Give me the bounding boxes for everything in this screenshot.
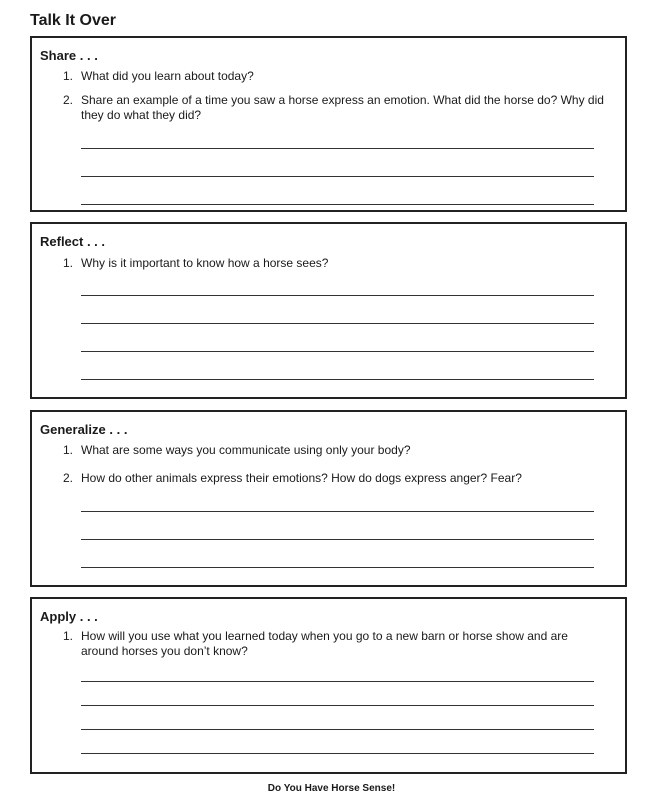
question-text: How do other animals express their emotions? How do dogs express anger? Fear? <box>81 471 522 485</box>
question-text: How will you use what you learned today when you go to a new barn or horse show and are around horses you don’t know? <box>81 629 568 658</box>
answer-line[interactable] <box>81 753 594 754</box>
question-text: What are some ways you communicate using only your body? <box>81 443 411 457</box>
question-item <box>63 471 608 486</box>
question-number: 1. <box>63 69 74 83</box>
answer-line[interactable] <box>81 379 594 380</box>
reflect-section <box>30 222 627 399</box>
page-title: Talk It Over <box>30 12 116 29</box>
question-text: What did you learn about today? <box>81 69 254 83</box>
question-item <box>63 256 608 271</box>
question-text: Share an example of a time you saw a horse express an emotion. What did the horse do? Why did they do what they did? <box>81 93 604 122</box>
question-item <box>63 69 608 84</box>
question-item <box>63 629 608 659</box>
answer-line[interactable] <box>81 295 594 296</box>
generalize-section <box>30 410 627 587</box>
answer-line[interactable] <box>81 567 594 568</box>
footer-title: Do You Have Horse Sense! <box>267 783 396 794</box>
answer-line[interactable] <box>81 323 594 324</box>
answer-line[interactable] <box>81 148 594 149</box>
question-item <box>63 93 608 123</box>
answer-line[interactable] <box>81 681 594 682</box>
section-heading: Reflect . . . <box>40 234 106 249</box>
section-heading: Apply . . . <box>40 609 98 624</box>
question-text: Why is it important to know how a horse sees? <box>81 256 329 270</box>
answer-line[interactable] <box>81 351 594 352</box>
answer-line[interactable] <box>81 539 594 540</box>
question-number: 2. <box>63 471 74 485</box>
answer-line[interactable] <box>81 511 594 512</box>
answer-line[interactable] <box>81 204 594 205</box>
answer-line[interactable] <box>81 705 594 706</box>
answer-line[interactable] <box>81 729 594 730</box>
share-section <box>30 36 627 212</box>
section-heading: Generalize . . . <box>40 422 128 437</box>
answer-line[interactable] <box>81 176 594 177</box>
question-number: 2. <box>63 93 74 107</box>
section-heading: Share . . . <box>40 48 98 63</box>
question-item <box>63 443 608 458</box>
question-number: 1. <box>63 256 74 270</box>
question-number: 1. <box>63 629 74 643</box>
apply-section <box>30 597 627 774</box>
question-number: 1. <box>63 443 74 457</box>
